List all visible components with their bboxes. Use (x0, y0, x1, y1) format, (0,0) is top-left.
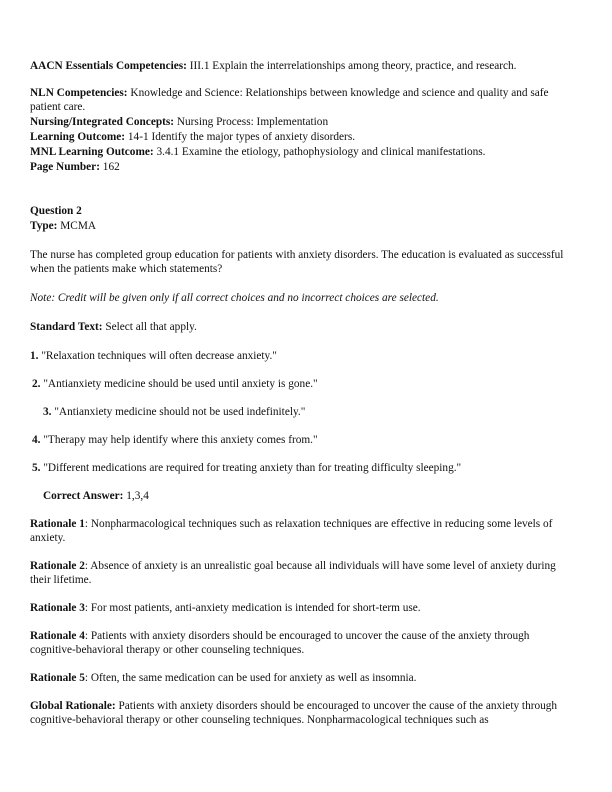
value: III.1 Explain the interrelationships among theory, practice, and research. (189, 60, 517, 72)
value: : Nonpharmacological techniques such as relaxation techniques are effective in reducing some levels of anxiety. (30, 518, 553, 545)
option-4 (32, 433, 572, 447)
nln-competencies (30, 86, 570, 115)
question-stem: The nurse has completed group education for patients with anxiety disorders. The education is evaluated as successful when the patients make which statements? (30, 249, 564, 276)
option-5 (32, 461, 572, 475)
value: MCMA (60, 220, 97, 232)
label: Rationale 1 (30, 518, 85, 530)
nursing-concepts (30, 115, 570, 129)
label: Nursing/Integrated Concepts: (30, 116, 175, 128)
option-number: 5. (32, 462, 41, 474)
label: Rationale 3 (30, 602, 85, 614)
option-number: 3. (43, 406, 52, 418)
rationale-2 (30, 559, 570, 588)
option-text: "Different medications are required for treating anxiety than for treating difficulty sleeping." (43, 462, 462, 474)
label: Rationale 5 (30, 672, 85, 684)
value: 162 (102, 161, 120, 173)
rationale-4 (30, 629, 570, 658)
aacn-competencies (30, 59, 570, 73)
option-number: 1. (30, 350, 39, 362)
value: Select all that apply. (105, 321, 197, 333)
rationale-1 (30, 517, 570, 546)
value: : For most patients, anti-anxiety medication is intended for short-term use. (84, 602, 421, 614)
standard-text (30, 320, 570, 334)
value: : Often, the same medication can be used for anxiety as well as insomnia. (84, 672, 417, 684)
label: Correct Answer: (43, 490, 124, 502)
value: : Absence of anxiety is an unrealistic goal because all individuals will have some level of anxiety during their lifetime. (30, 560, 556, 587)
label: Standard Text: (30, 321, 103, 333)
label: Learning Outcome: (30, 131, 126, 143)
label: AACN Essentials Competencies: (30, 60, 187, 72)
label: Page Number: (30, 161, 100, 173)
value: : Patients with anxiety disorders should be encouraged to uncover the cause of the anxiety through cognitive-behavioral therapy or other counseling techniques. (30, 630, 530, 657)
option-number: 2. (32, 378, 41, 390)
value: 1,3,4 (126, 490, 149, 502)
option-text: "Therapy may help identify where this anxiety comes from." (43, 434, 318, 446)
value: Knowledge and Science: Relationships between knowledge and science and quality and safe patient care. (30, 87, 549, 114)
learning-outcome (30, 130, 570, 144)
label: Type: (30, 220, 58, 232)
credit-note: Note: Credit will be given only if all correct choices and no incorrect choices are selected. (30, 292, 439, 304)
value: Patients with anxiety disorders should be encouraged to uncover the cause of the anxiety through cognitive-behavioral therapy or other counseling techniques. Nonpharmacological techniques such as (30, 700, 558, 727)
option-number: 4. (32, 434, 41, 446)
label: MNL Learning Outcome: (30, 146, 154, 158)
correct-answer (43, 489, 583, 503)
page-number (30, 160, 570, 174)
value: 14-1 Identify the major types of anxiety disorders. (127, 131, 356, 143)
option-2 (32, 377, 572, 391)
mnl-learning-outcome (30, 145, 570, 159)
global-rationale (30, 699, 570, 728)
label: Rationale 4 (30, 630, 85, 642)
rationale-3 (30, 601, 570, 615)
label: Global Rationale: (30, 700, 116, 712)
value: 3.4.1 Examine the etiology, pathophysiology and clinical manifestations. (156, 146, 486, 158)
label: Rationale 2 (30, 560, 85, 572)
value: Nursing Process: Implementation (176, 116, 329, 128)
label: NLN Competencies: (30, 87, 128, 99)
option-1 (30, 349, 570, 363)
option-3 (43, 405, 583, 419)
option-text: "Antianxiety medicine should not be used indefinitely." (54, 406, 306, 418)
option-text: "Relaxation techniques will often decrease anxiety." (41, 350, 277, 362)
rationale-5 (30, 671, 570, 685)
question-type (30, 219, 570, 233)
question-title (30, 204, 570, 218)
title: Question 2 (30, 205, 82, 217)
option-text: "Antianxiety medicine should be used until anxiety is gone." (43, 378, 318, 390)
